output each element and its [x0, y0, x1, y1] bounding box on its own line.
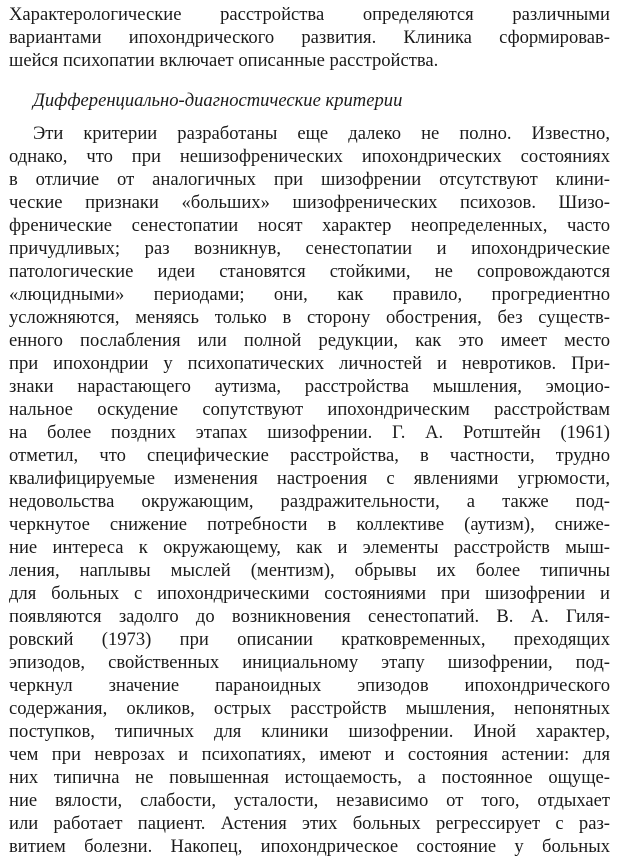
paragraph-line: черкнутое снижение потребности в коллективе (аутизм), сниже-	[9, 514, 610, 535]
paragraph-line: ровский (1973) при описании кратковременных, преходящих	[9, 629, 610, 650]
intro-line: вариантами ипохондрического развития. Клиника сформировав-	[9, 27, 610, 48]
paragraph-line: френические сенестопатии носят характер неопределенных, часто	[9, 215, 610, 236]
paragraph-line: содержания, окликов, острых расстройств мышления, непонятных	[9, 698, 610, 719]
paragraph-line: или работает пациент. Астения этих больных регрессирует с раз-	[9, 813, 610, 834]
paragraph-line: черкнул значение параноидных эпизодов ипохондрического	[9, 675, 610, 696]
paragraph-line: однако, что при нешизофренических ипохондрических состояниях	[9, 146, 610, 167]
paragraph-line: нальное оскудение сопутствуют ипохондрическим расстройствам	[9, 399, 610, 420]
paragraph-line: «люцидными» периодами; они, как правило, прогредиентно	[9, 284, 610, 305]
paragraph-line: Эти критерии разработаны еще далеко не полно. Известно,	[33, 123, 610, 144]
paragraph-line: усложняются, меняясь только в сторону обострения, без существ-	[9, 307, 610, 328]
section-heading: Дифференциально-диагностические критерии	[33, 90, 403, 111]
intro-line: Характерологические расстройства определяются различными	[9, 4, 610, 25]
paragraph-line: знаки нарастающего аутизма, расстройства мышления, эмоцио-	[9, 376, 610, 397]
paragraph-line: ческие признаки «больших» шизофренических психозов. Шизо-	[9, 192, 610, 213]
paragraph-line: появляются задолго до возникновения сенестопатий. В. А. Гиля-	[9, 606, 610, 627]
paragraph-line: на более поздних этапах шизофрении. Г. А. Ротштейн (1961)	[9, 422, 610, 443]
paragraph-line: них типична не повышенная истощаемость, а постоянное ощуще-	[9, 767, 610, 788]
paragraph-line: патологические идеи становятся стойкими, не сопровождаются	[9, 261, 610, 282]
paragraph-line: ние интереса к окружающему, как и элементы расстройств мыш-	[9, 537, 610, 558]
paragraph-line: енного послабления или полной редукции, как это имеет место	[9, 330, 610, 351]
paragraph-line: чем при неврозах и психопатиях, имеют и состояния астении: для	[9, 744, 610, 765]
paragraph-line: в отличие от аналогичных при шизофрении отсутствуют клини-	[9, 169, 610, 190]
paragraph-line: недовольства окружающим, раздражительности, а также под-	[9, 491, 610, 512]
paragraph-line: эпизодов, свойственных инициальному этапу шизофрении, под-	[9, 652, 610, 673]
paragraph-line: причудливых; раз возникнув, сенестопатии и ипохондрические	[9, 238, 610, 259]
paragraph-line: для больных с ипохондрическими состояниями при шизофрении и	[9, 583, 610, 604]
paragraph-line: отметил, что специфические расстройства, в частности, трудно	[9, 445, 610, 466]
paragraph-line: при ипохондрии у психопатических личностей и невротиков. При-	[9, 353, 610, 374]
paragraph-line: ние вялости, слабости, усталости, независимо от того, отдыхает	[9, 790, 610, 811]
paragraph-line: поступков, типичных для клиники шизофрении. Иной характер,	[9, 721, 610, 742]
paragraph-line: ления, наплывы мыслей (ментизм), обрывы их более типичны	[9, 560, 610, 581]
intro-line: шейся психопатии включает описанные расстройства.	[9, 50, 439, 71]
paragraph-line: витием болезни. Накопец, ипохондрическое состояние у больных	[9, 836, 610, 857]
paragraph-line: квалифицируемые изменения настроения с явлениями угрюмости,	[9, 468, 610, 489]
